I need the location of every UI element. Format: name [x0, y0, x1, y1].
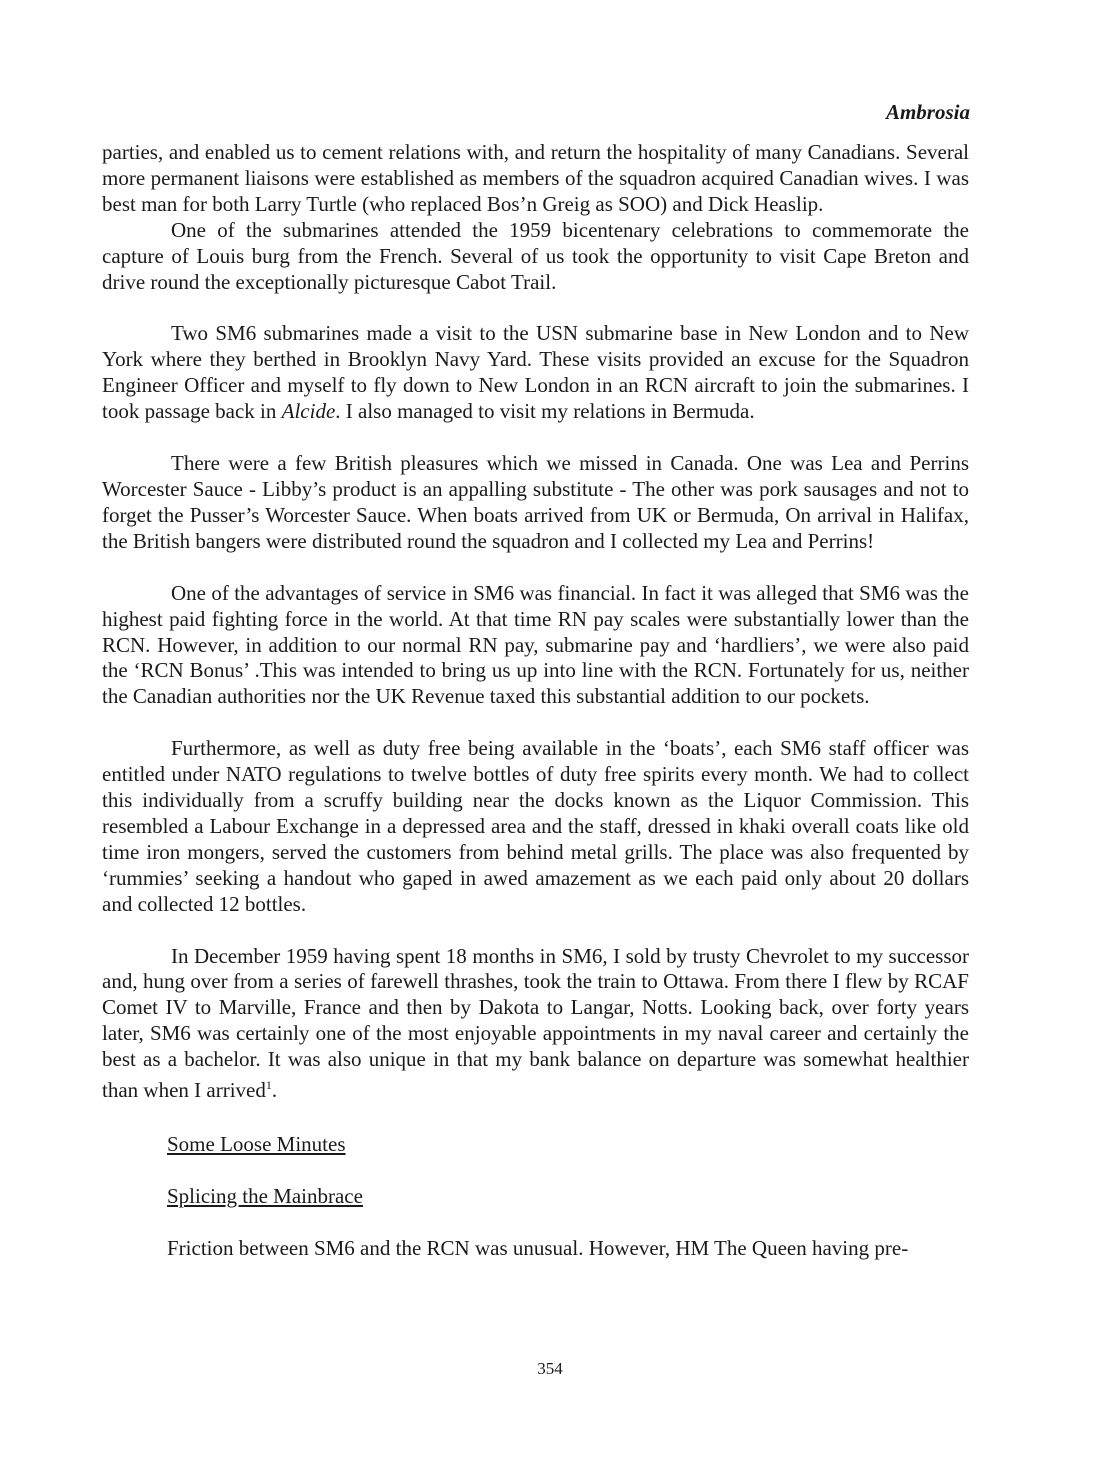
paragraph-5: One of the advantages of service in SM6 was financial. In fact it was alleged that SM6 was the highest paid fighting force in the world. At that time RN pay scales were substantially lower than the RCN. However, in addition to our normal RN pay, submarine pay and ‘hardliers’, we were also paid the ‘RCN Bonus’ .This was intended to bring us up into line with the RCN. Fortunately for us, neither the Canadian authorities nor the UK Revenue taxed this substantial addition to our pockets.	[102, 580, 969, 709]
section-heading-splicing-mainbrace: Splicing the Mainbrace	[167, 1183, 363, 1208]
paragraph-3-end: . I also managed to visit my relations in Bermuda.	[335, 399, 755, 424]
paragraph-4: There were a few British pleasures which we missed in Canada. One was Lea and Perrins Worcester Sauce - Libby’s product is an appalling substitute - The other was pork sausages and not to forget the Pusser’s Worcester Sauce. When boats arrived from UK or Bermuda, On arrival in Halifax, the British bangers were distributed round the squadron and I collected my Lea and Perrins!	[102, 451, 969, 553]
section-heading-loose-minutes: Some Loose Minutes	[167, 1132, 346, 1156]
paragraph-7	[102, 944, 969, 1104]
body-text	[102, 140, 969, 1262]
ship-name-alcide: Alcide	[281, 399, 336, 424]
paragraph-3-text: Two SM6 submarines made a visit to the USN submarine base in New London and to New York where they berthed in Brooklyn Navy Yard. These visits provided an excuse for the Squadron Engineer Officer and myself to fly down to New London in an RCN aircraft to join the submarines. I took passage back in	[102, 321, 969, 424]
footnote-marker: 1	[265, 1078, 272, 1093]
page-number: 354	[537, 1359, 563, 1378]
paragraph-3	[102, 321, 969, 425]
paragraph-7-text: In December 1959 having spent 18 months in SM6, I sold by trusty Chevrolet to my successor and, hung over from a series of farewell thrashes, took the train to Ottawa. From there I flew by RCAF Comet IV to Marville, France and then by Dakota to Langar, Notts. Looking back, over forty years later, SM6 was certainly one of the most enjoyable appointments in my naval career and certainly the best as a bachelor. It was also unique in that my bank balance on departure was somewhat healthier than when I arrived	[102, 943, 969, 1103]
paragraph-1: parties, and enabled us to cement relations with, and return the hospitality of many Canadians. Several more permanent liaisons were established as members of the squadron acquired Canadian wives. I was best man for both Larry Turtle (who replaced Bos’n Greig as SOO) and Dick Heaslip.	[102, 140, 969, 216]
paragraph-2: One of the submarines attended the 1959 bicentenary celebrations to commemorate the capture of Louis burg from the French. Several of us took the opportunity to visit Cape Breton and drive round the exceptionally picturesque Cabot Trail.	[102, 217, 969, 294]
running-head: Ambrosia	[885, 100, 970, 124]
paragraph-6: Furthermore, as well as duty free being available in the ‘boats’, each SM6 staff officer was entitled under NATO regulations to twelve bottles of duty free spirits every month. We had to collect this individually from a scruffy building near the docks known as the Liquor Commission. This resembled a Labour Exchange in a depressed area and the staff, dressed in khaki overall coats like old time iron mongers, served the customers from behind metal grills. The place was also frequented by ‘rummies’ seeking a handout who gaped in awed amazement as we each paid only about 20 dollars and collected 12 bottles.	[102, 736, 969, 916]
paragraph-8: Friction between SM6 and the RCN was unusual. However, HM The Queen having pre-	[167, 1235, 909, 1260]
paragraph-7-end: .	[271, 1078, 278, 1103]
